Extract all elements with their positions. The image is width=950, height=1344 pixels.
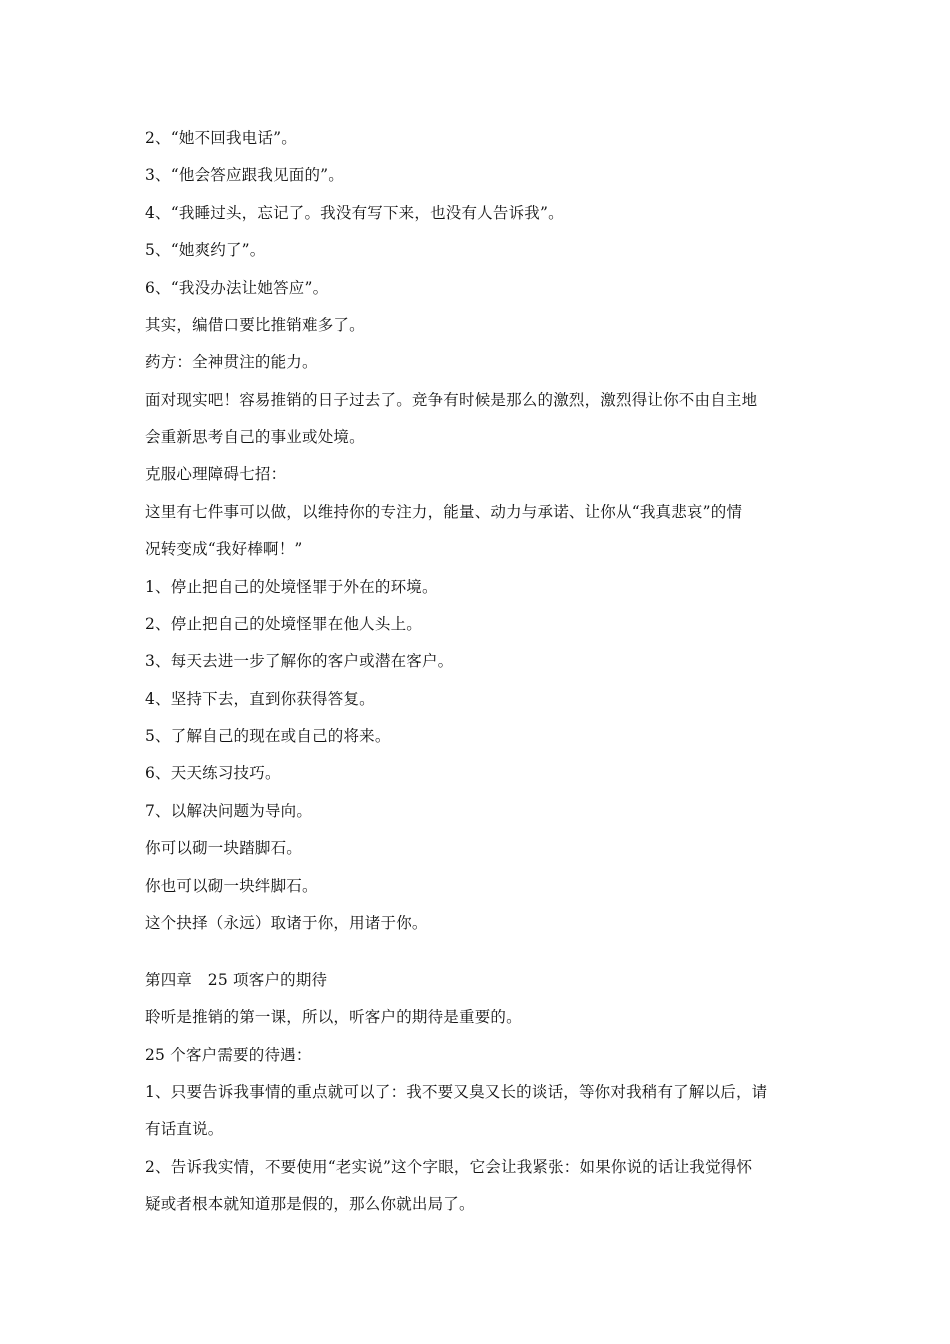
text-line: 25 个客户需要的待遇： [145,1046,312,1064]
list-item: 2、告诉我实情，不要使用“老实说”这个字眼，它会让我紧张：如果你说的话让我觉得怀 [145,1158,753,1176]
text-line: 有话直说。 [145,1120,224,1138]
text-line: 这里有七件事可以做，以维持你的专注力，能量、动力与承诺、让你从“我真悲哀”的情 [145,503,743,521]
list-item: 5、了解自己的现在或自己的将来。 [145,727,391,745]
text-line: 药方：全神贯注的能力。 [145,353,318,371]
list-item: 7、以解决问题为导向。 [145,802,313,820]
list-item: 2、停止把自己的处境怪罪在他人头上。 [145,615,422,633]
list-item: 1、停止把自己的处境怪罪于外在的环境。 [145,578,438,596]
text-line: 面对现实吧！容易推销的日子过去了。竞争有时候是那么的激烈，激烈得让你不由自主地 [145,391,758,409]
text-line: 6、“我没办法让她答应”。 [145,279,329,297]
text-line: 会重新思考自己的事业或处境。 [145,428,365,446]
list-item: 3、每天去进一步了解你的客户或潜在客户。 [145,652,454,670]
text-line: 克服心理障碍七招： [145,465,287,483]
list-item: 1、只要告诉我事情的重点就可以了：我不要又臭又长的谈话，等你对我稍有了解以后，请 [145,1083,768,1101]
text-line: 2、“她不回我电话”。 [145,129,297,147]
text-line: 3、“他会答应跟我见面的”。 [145,166,345,184]
text-line: 这个抉择（永远）取诸于你，用诸于你。 [145,914,428,932]
chapter-heading: 第四章 25 项客户的期待 [145,971,328,989]
text-line: 4、“我睡过头，忘记了。我没有写下来，也没有人告诉我”。 [145,204,564,222]
text-line: 5、“她爽约了”。 [145,241,266,259]
text-line: 疑或者根本就知道那是假的，那么你就出局了。 [145,1195,475,1213]
list-item: 6、天天练习技巧。 [145,764,281,782]
list-item: 4、坚持下去，直到你获得答复。 [145,690,375,708]
text-line: 你也可以砌一块绊脚石。 [145,877,318,895]
text-line: 况转变成“我好棒啊！” [145,540,303,558]
text-line: 其实，编借口要比推销难多了。 [145,316,365,334]
text-line: 你可以砌一块踏脚石。 [145,839,303,857]
text-line: 聆听是推销的第一课，所以，听客户的期待是重要的。 [145,1008,522,1026]
